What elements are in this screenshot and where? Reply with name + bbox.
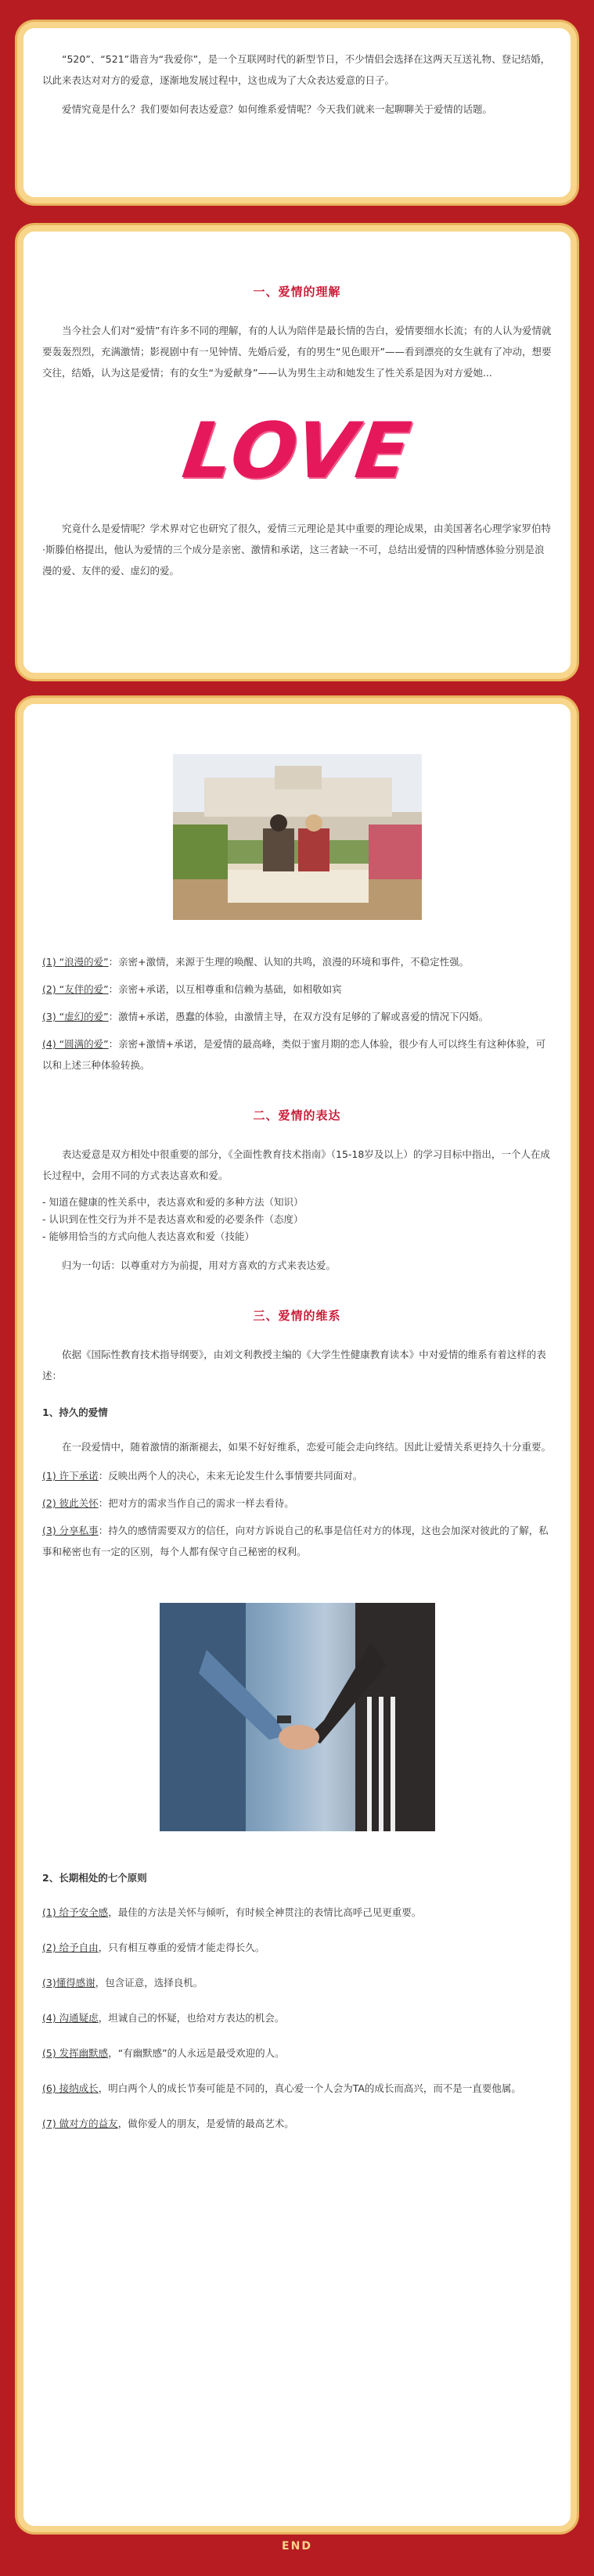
list-item: (5) 发挥幽默感，“有幽默感”的人永远是最受欢迎的人。	[42, 2047, 285, 2059]
list-item: (1) 许下承诺：反映出两个人的决心，未来无论发生什么事情要共同面对。	[42, 1470, 363, 1482]
understanding-paragraph-2: 究竟什么是爱情呢？学术界对它也研究了很久，爱情三元理论是其中重要的理论成果，由美国著名心理学家罗伯特·斯滕伯格提出，他认为爱情的三个成分是亲密、激情和承诺，这三者缺一不可，总结出爱情的四种情感体验分别是浪漫的爱、友伴的爱、虚幻的爱。	[42, 523, 552, 577]
expression-paragraph-1: 表达爱意是双方相处中很重要的部分，《全面性教育技术指南》（15-18岁及以上）的学习目标中指出，一个人在成长过程中，会用不同的方式表达喜欢和爱。	[42, 1148, 550, 1181]
understanding-card	[17, 225, 577, 679]
lasting-love-list	[42, 1465, 552, 1562]
holding-hands-photo	[160, 1603, 435, 1831]
list-item: (4) 沟通疑虑，坦诚自己的怀疑，也给对方表达的机会。	[42, 2012, 285, 2024]
love-text: LOVE	[177, 407, 417, 496]
end-marker: END	[282, 2540, 312, 2553]
section-title-maintenance: 三、爱情的维系	[253, 1309, 341, 1323]
couple-bench-photo	[173, 754, 422, 920]
expression-paragraph-2: 归为一句话：以尊重对方为前提，用对方喜欢的方式来表达爱。	[62, 1259, 337, 1271]
list-item: (3)懂得感谢，包含证意，选择良机。	[42, 1977, 203, 1989]
bullet-item: - 知道在健康的性关系中，表达喜欢和爱的多种方法（知识）	[42, 1196, 304, 1208]
list-item: (1) 给予安全感，最佳的方法是关怀与倾听，有时候全神贯注的表情比高呼己见更重要。	[42, 1906, 422, 1918]
list-item: (7) 做对方的益友，做你爱人的朋友，是爱情的最高艺术。	[42, 2118, 294, 2129]
love-types-list	[42, 951, 552, 1076]
bullet-item: - 能够用恰当的方式向他人表达喜欢和爱（技能）	[42, 1231, 254, 1242]
list-item: (4) “圆满的爱”：亲密+激情+承诺，是爱情的最高峰，类似于蜜月期的恋人体验，很少有人可以终生有这种体验，可以和上述三种体验转换。	[42, 1038, 546, 1071]
understanding-paragraph-1: 当今社会人们对“爱情”有许多不同的理解，有的人认为陪伴是最长情的告白，爱情要细水长流；有的人认为爱情就要轰轰烈烈，充满激情；影视剧中有一见钟情、先婚后爱，有的男生“见色眼开”——看到漂亮的女生就有了冲动，想要交往，结婚，认为这是爱情；有的女生“为爱献身”——认为男生主动和她发生了性关系是因为对方爱她...	[42, 325, 552, 379]
list-item: (2) 给予自由，只有相互尊重的爱情才能走得长久。	[42, 1942, 265, 1953]
section-title-expression: 二、爱情的表达	[253, 1108, 341, 1123]
list-item: (1) “浪漫的爱”：亲密+激情，来源于生理的唤醒、认知的共鸣，浪漫的环境和事件，不稳定性强。	[42, 956, 470, 968]
intro-paragraph-1: “520”、“521”谐音为“我爱你”，是一个互联网时代的新型节日，不少情侣会选择在这两天互送礼物、登记结婚，以此来表达对对方的爱意，逐渐地发展过程中，这也成为了大众表达爱意的日子。	[42, 53, 551, 86]
expression-bullets	[42, 1194, 552, 1245]
list-item: (3) “虚幻的爱”：激情+承诺，愚蠢的体验，由激情主导，在双方没有足够的了解或喜爱的情况下闪婚。	[42, 1011, 489, 1022]
lasting-love-paragraph: 在一段爱情中，随着激情的渐渐褪去，如果不好好维系，恋爱可能会走向终结。因此让爱情关系更持久十分重要。	[62, 1441, 552, 1453]
main-card	[17, 698, 577, 2532]
section-title-understanding: 一、爱情的理解	[253, 285, 341, 299]
list-item: (2) 彼此关怀：把对方的需求当作自己的需求一样去看待。	[42, 1497, 294, 1509]
list-item: (3) 分享私事：持久的感情需要双方的信任，向对方诉说自己的私事是信任对方的体现，这也会加深对彼此的了解，私事和秘密也有一定的区别，每个人都有保守自己秘密的权利。	[42, 1525, 549, 1557]
subheading-lasting-love: 1、持久的爱情	[42, 1407, 108, 1418]
seven-principles-list	[42, 1902, 552, 2134]
intro-card	[17, 22, 577, 203]
bullet-item: - 认识到在性交行为并不是表达喜欢和爱的必要条件（态度）	[42, 1213, 304, 1225]
list-item: (2) “友伴的爱”：亲密+承诺，以互相尊重和信赖为基础，如相敬如宾	[42, 983, 342, 995]
intro-paragraph-2: 爱情究竟是什么？我们要如何表达爱意？如何维系爱情呢？今天我们就来一起聊聊关于爱情的话题。	[62, 103, 493, 115]
list-item: (6) 接纳成长，明白两个人的成长节奏可能是不同的，真心爱一个人会为TA的成长而高兴，而不是一直要他属。	[42, 2082, 521, 2094]
maintenance-paragraph-1: 依据《国际性教育技术指导纲要》，由刘文利教授主编的《大学生性健康教育读本》中对爱情的维系有着这样的表述：	[42, 1349, 546, 1381]
love-image	[42, 407, 552, 496]
subheading-seven-principles: 2、长期相处的七个原则	[42, 1872, 147, 1884]
